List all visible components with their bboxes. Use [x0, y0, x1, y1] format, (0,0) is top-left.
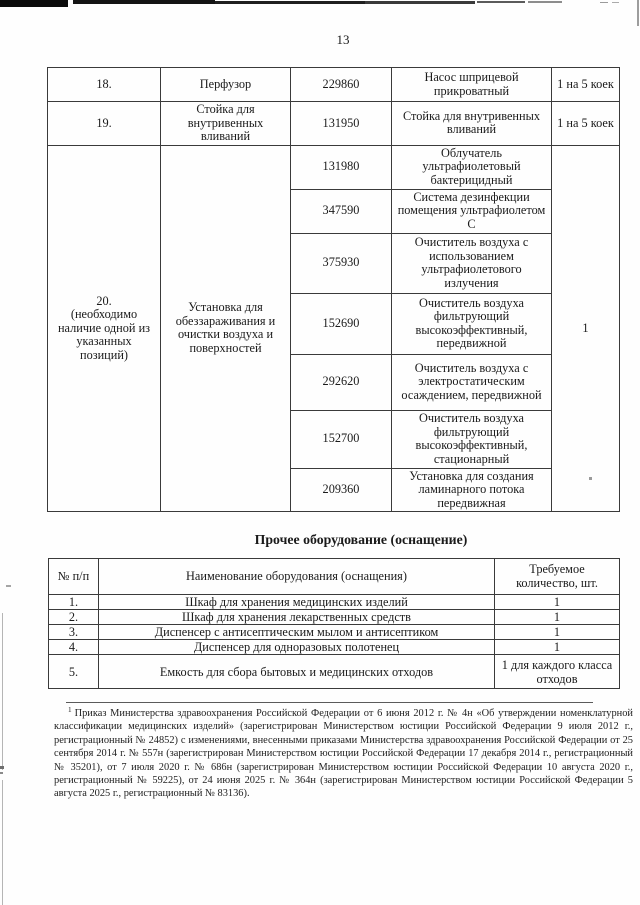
- row-number-cell: 1.: [49, 595, 99, 610]
- table-row: [49, 640, 620, 655]
- table-header-row: [49, 559, 620, 595]
- table-row: [49, 655, 620, 689]
- row-number-cell: [48, 145, 161, 512]
- footnote: [54, 707, 633, 801]
- row-number-cell: 18.: [48, 68, 161, 102]
- quantity-cell: 1: [495, 640, 620, 655]
- nomenclature-code-cell: 347590: [291, 189, 392, 233]
- scan-artifact-tick: [0, 766, 4, 769]
- nomenclature-name-cell: Облучатель ультрафиолетовый бактерицидный: [392, 145, 552, 189]
- other-equipment-table: [48, 558, 620, 689]
- nomenclature-code-cell: 131980: [291, 145, 392, 189]
- scan-artifact-top-bar: [528, 1, 562, 3]
- row-number-cell: 3.: [49, 625, 99, 640]
- scan-artifact-left-edge: [2, 780, 3, 905]
- nomenclature-code-cell: 209360: [291, 468, 392, 512]
- nomenclature-name-cell: Система дезинфекции помещения ультрафиолетом С: [392, 189, 552, 233]
- scan-artifact-top-bar: [477, 1, 525, 3]
- scan-artifact-top-bar: [600, 2, 608, 3]
- table-row: [49, 610, 620, 625]
- equipment-name-cell: Шкаф для хранения лекарственных средств: [99, 610, 495, 625]
- table-row: [48, 68, 620, 102]
- equipment-name-cell: Диспенсер для одноразовых полотенец: [99, 640, 495, 655]
- nomenclature-code-cell: 229860: [291, 68, 392, 102]
- footnote-marker: 1: [68, 705, 72, 714]
- row-number: 20.: [96, 293, 112, 308]
- equipment-name-cell: Емкость для сбора бытовых и медицинских отходов: [99, 655, 495, 689]
- scan-artifact-top-bar: [73, 0, 215, 4]
- page-number: 13: [336, 32, 350, 47]
- equipment-standard-table: [47, 67, 620, 512]
- table-row: [49, 595, 620, 610]
- header-number: № п/п: [49, 559, 99, 595]
- table-row: [48, 145, 620, 189]
- nomenclature-code-cell: 152700: [291, 410, 392, 468]
- quantity-cell: 1: [552, 145, 620, 512]
- header-quantity: Требуемое количество, шт.: [495, 559, 620, 595]
- equipment-name-cell: Шкаф для хранения медицинских изделий: [99, 595, 495, 610]
- equipment-name-cell: Перфузор: [161, 68, 291, 102]
- scan-artifact-top-bar: [215, 1, 365, 4]
- scan-artifact-top-bar: [0, 0, 68, 7]
- equipment-name-cell: Диспенсер с антисептическим мылом и антисептиком: [99, 625, 495, 640]
- quantity-cell: 1: [495, 595, 620, 610]
- row-number-cell: 19.: [48, 102, 161, 146]
- quantity-cell: 1 на 5 коек: [552, 68, 620, 102]
- quantity-cell: 1: [495, 625, 620, 640]
- nomenclature-code-cell: 292620: [291, 354, 392, 410]
- footnote-text: Приказ Министерства здравоохранения Российской Федерации от 6 июня 2012 г. № 4н «Об утверждении номенклатурной классификации медицинских изделий» (зарегистрирован Министерством юстиции Российской Федерации 9 июля 2012 г., регистрационный № 24852) с изменениями, внесенными приказами Министерства здравоохранения Российской Федерации от 25 сентября 2014 г. № 557н (зарегистрирован Министерством юстиции Российской Федерации 17 декабря 2014 г., регистрационный № 35201), от 7 июля 2020 г. № 686н (зарегистрирован Министерством юстиции Российской Федерации 10 августа 2020 г., регистрационный № 59225), от 24 июня 2025 г. № 364н (зарегистрирован Министерством юстиции Российской Федерации 5 августа 2025 г., регистрационный № 83136).: [54, 708, 633, 800]
- nomenclature-code-cell: 375930: [291, 233, 392, 293]
- equipment-name-cell: Стойка для внутривенных вливаний: [161, 102, 291, 146]
- nomenclature-name-cell: Очиститель воздуха с использованием ультрафиолетового излучения: [392, 233, 552, 293]
- nomenclature-name-cell: Установка для создания ламинарного потока передвижная: [392, 468, 552, 512]
- table-row: [49, 625, 620, 640]
- quantity-cell: 1 для каждого класса отходов: [495, 655, 620, 689]
- scan-artifact-top-bar: [612, 2, 619, 3]
- nomenclature-name-cell: Насос шприцевой прикроватный: [392, 68, 552, 102]
- scan-artifact-right-edge: [637, 0, 639, 26]
- quantity-cell: 1 на 5 коек: [552, 102, 620, 146]
- quantity-cell: 1: [495, 610, 620, 625]
- row-number-cell: 2.: [49, 610, 99, 625]
- section-title: Прочее оборудование (оснащение): [254, 532, 468, 547]
- equipment-name-cell: Установка для обеззараживания и очистки воздуха и поверхностей: [161, 145, 291, 512]
- nomenclature-name-cell: Очиститель воздуха с электростатическим осаждением, передвижной: [392, 354, 552, 410]
- row-number-cell: 4.: [49, 640, 99, 655]
- row-number-cell: 5.: [49, 655, 99, 689]
- header-name: Наименование оборудования (оснащения): [99, 559, 495, 595]
- scan-artifact-tick: [6, 585, 11, 587]
- nomenclature-code-cell: 152690: [291, 293, 392, 354]
- scan-artifact-tick: [0, 772, 3, 774]
- row-number-note: (необходимо наличие одной из указанных позиций): [57, 307, 151, 362]
- nomenclature-name-cell: Стойка для внутривенных вливаний: [392, 102, 552, 146]
- footnote-separator: [66, 702, 593, 703]
- nomenclature-name-cell: Очиститель воздуха фильтрующий высокоэффективный, передвижной: [392, 293, 552, 354]
- scan-artifact-top-bar: [365, 1, 475, 4]
- nomenclature-name-cell: Очиститель воздуха фильтрующий высокоэффективный, стационарный: [392, 410, 552, 468]
- scan-artifact-left-edge: [2, 613, 3, 770]
- table-row: [48, 102, 620, 146]
- nomenclature-code-cell: 131950: [291, 102, 392, 146]
